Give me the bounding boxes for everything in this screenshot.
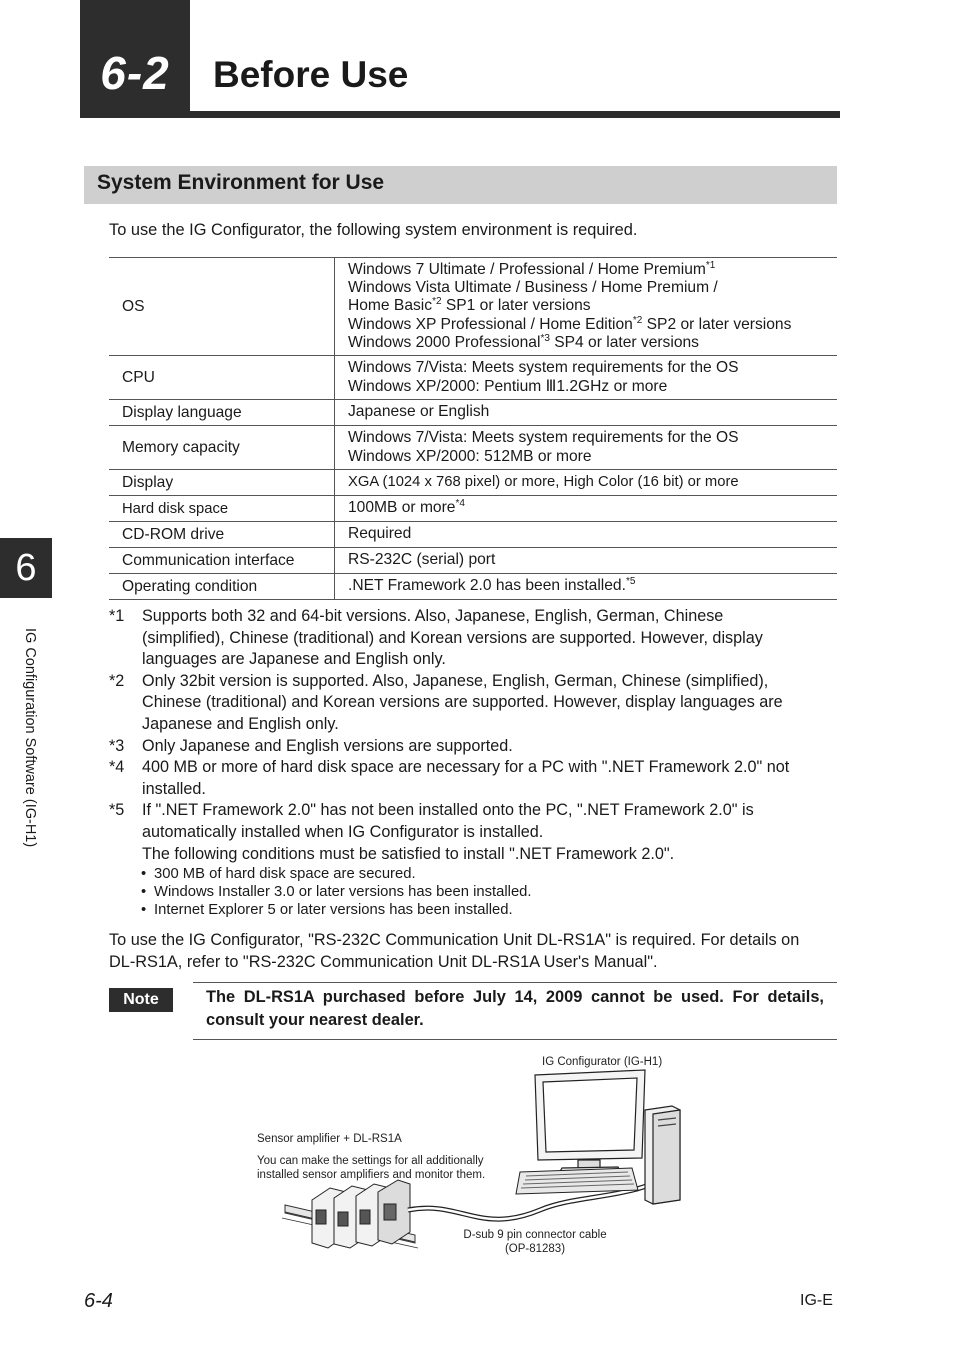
footnote-line: Supports both 32 and 64-bit versions. Also, Japanese, English, German, Chinese: [142, 607, 724, 625]
value-line: Windows 7/Vista: Meets system requirements for the OS: [348, 359, 739, 377]
amplifier-description: You can make the settings for all additionally installed sensor amplifiers and monitor them.: [257, 1155, 486, 1181]
note-tag: Note: [109, 988, 173, 1012]
footnote-line: If ".NET Framework 2.0" has not been installed onto the PC, ".NET Framework 2.0" is: [142, 801, 754, 820]
footnote-line: The following conditions must be satisfied to install ".NET Framework 2.0".: [142, 844, 675, 863]
table-value: .NET Framework 2.0 has been installed.$^{*5}$: [335, 574, 838, 600]
value-line: Windows XP/2000: Pentium Ⅲ1.2GHz or more: [348, 377, 668, 395]
table-value: [335, 426, 838, 470]
table-row: [109, 470, 837, 496]
table-key: CPU: [109, 356, 335, 400]
chapter-rule: [80, 111, 840, 118]
table-row: [109, 496, 837, 522]
footnotes: [109, 606, 837, 919]
table-key: Display: [109, 470, 335, 496]
footnote-line: automatically installed when IG Configurator is installed.: [142, 822, 544, 841]
condition-item: • Internet Explorer 5 or later versions has been installed.: [141, 902, 513, 919]
sensor-amplifier-illustration: [312, 1180, 410, 1248]
value-line: Windows XP Professional / Home Edition$^{*2}$ SP2 or later versions: [348, 314, 792, 333]
footnote-line: installed.: [142, 779, 206, 798]
monitor-illustration: [535, 1070, 645, 1175]
footnote: [109, 757, 837, 800]
footnote-line: (simplified), Chinese (traditional) and Korean versions are supported. However, display: [142, 628, 763, 647]
keyboard-illustration: [516, 1168, 638, 1194]
table-key: CD-ROM drive: [109, 522, 335, 548]
value-line: Windows XP/2000: 512MB or more: [348, 447, 592, 465]
table-row: [109, 574, 837, 600]
footnote: [109, 671, 837, 736]
footnote: [109, 736, 837, 758]
note-rule-top: [193, 982, 837, 983]
table-value: Japanese or English: [335, 400, 838, 426]
table-row: [109, 548, 837, 574]
cable-label: D-sub 9 pin connector cable (OP-81283): [463, 1229, 607, 1255]
condition-item: • Windows Installer 3.0 or later versions has been installed.: [141, 884, 532, 901]
document-id: IG-E: [800, 1292, 833, 1309]
paragraph-line: DL-RS1A, refer to "RS-232C Communication Unit DL-RS1A User's Manual".: [109, 953, 658, 971]
footnote-line: Japanese and English only.: [142, 714, 339, 733]
table-key: Communication interface: [109, 548, 335, 574]
footnote-mark: *4: [109, 758, 125, 777]
chapter-side-tab: 6: [0, 538, 52, 598]
footnote-mark: *3: [109, 736, 125, 755]
table-key: OS: [109, 258, 335, 356]
value-line: Windows Vista Ultimate / Business / Home Premium /: [348, 279, 718, 297]
value-line: Windows 7 Ultimate / Professional / Home Premium$^{*1}$: [348, 259, 716, 278]
table-key: Display language: [109, 400, 335, 426]
note-text: The DL-RS1A purchased before July 14, 2009 cannot be used. For details, consult your nearest dealer.: [206, 988, 824, 1029]
requirements-table: [109, 257, 837, 600]
table-value: RS-232C (serial) port: [335, 548, 838, 574]
page-number: 6-4: [84, 1290, 113, 1312]
pc-tower-illustration: [645, 1106, 680, 1204]
footnote-mark: *2: [109, 671, 125, 690]
chapter-side-text: IG Configuration Software (IG-H1): [22, 628, 38, 848]
note-rule-bottom: [193, 1039, 837, 1040]
requirement-paragraph: [109, 929, 837, 973]
chapter-title: Before Use: [213, 54, 409, 95]
paragraph-line: To use the IG Configurator, "RS-232C Communication Unit DL-RS1A" is required. For details on: [109, 931, 800, 949]
table-key: Memory capacity: [109, 426, 335, 470]
intro-text: To use the IG Configurator, the following system environment is required.: [109, 221, 638, 239]
value-line: Windows 7/Vista: Meets system requirements for the OS: [348, 429, 739, 447]
footnote-mark: *1: [109, 607, 125, 625]
condition-item: • 300 MB of hard disk space are secured.: [141, 866, 416, 883]
table-row: [109, 356, 837, 400]
value-line: Windows 2000 Professional$^{*3}$ SP4 or later versions: [348, 332, 699, 351]
table-value: Required: [335, 522, 838, 548]
footnote-line: Only 32bit version is supported. Also, Japanese, English, German, Chinese (simplified),: [142, 671, 769, 690]
amplifier-label: Sensor amplifier + DL-RS1A: [257, 1133, 402, 1145]
table-key: Hard disk space: [109, 496, 335, 522]
table-value: [335, 258, 838, 356]
footnote-line: 400 MB or more of hard disk space are necessary for a PC with ".NET Framework 2.0" not: [142, 758, 790, 777]
table-value: 100MB or more$^{*4}$: [335, 496, 838, 522]
footnote: [109, 800, 837, 865]
chapter-number: 6-2: [100, 47, 170, 99]
table-row: [109, 426, 837, 470]
table-value: [335, 356, 838, 400]
table-key: Operating condition: [109, 574, 335, 600]
table-row: [109, 522, 837, 548]
table-value: XGA (1024 x 768 pixel) or more, High Color (16 bit) or more: [335, 470, 838, 496]
footnote-mark: *5: [109, 801, 125, 820]
footnote: [109, 606, 837, 671]
table-row: [109, 258, 837, 356]
value-line: Home Basic$^{*2}$ SP1 or later versions: [348, 296, 591, 315]
section-title: System Environment for Use: [97, 171, 385, 194]
footnote-line: Chinese (traditional) and Korean versions are supported. However, display languages are: [142, 693, 783, 712]
footnote-line: languages are Japanese and English only.: [142, 650, 446, 669]
table-row: [109, 400, 837, 426]
pc-label: IG Configurator (IG-H1): [542, 1056, 663, 1068]
footnote-line: Only Japanese and English versions are supported.: [142, 736, 513, 755]
